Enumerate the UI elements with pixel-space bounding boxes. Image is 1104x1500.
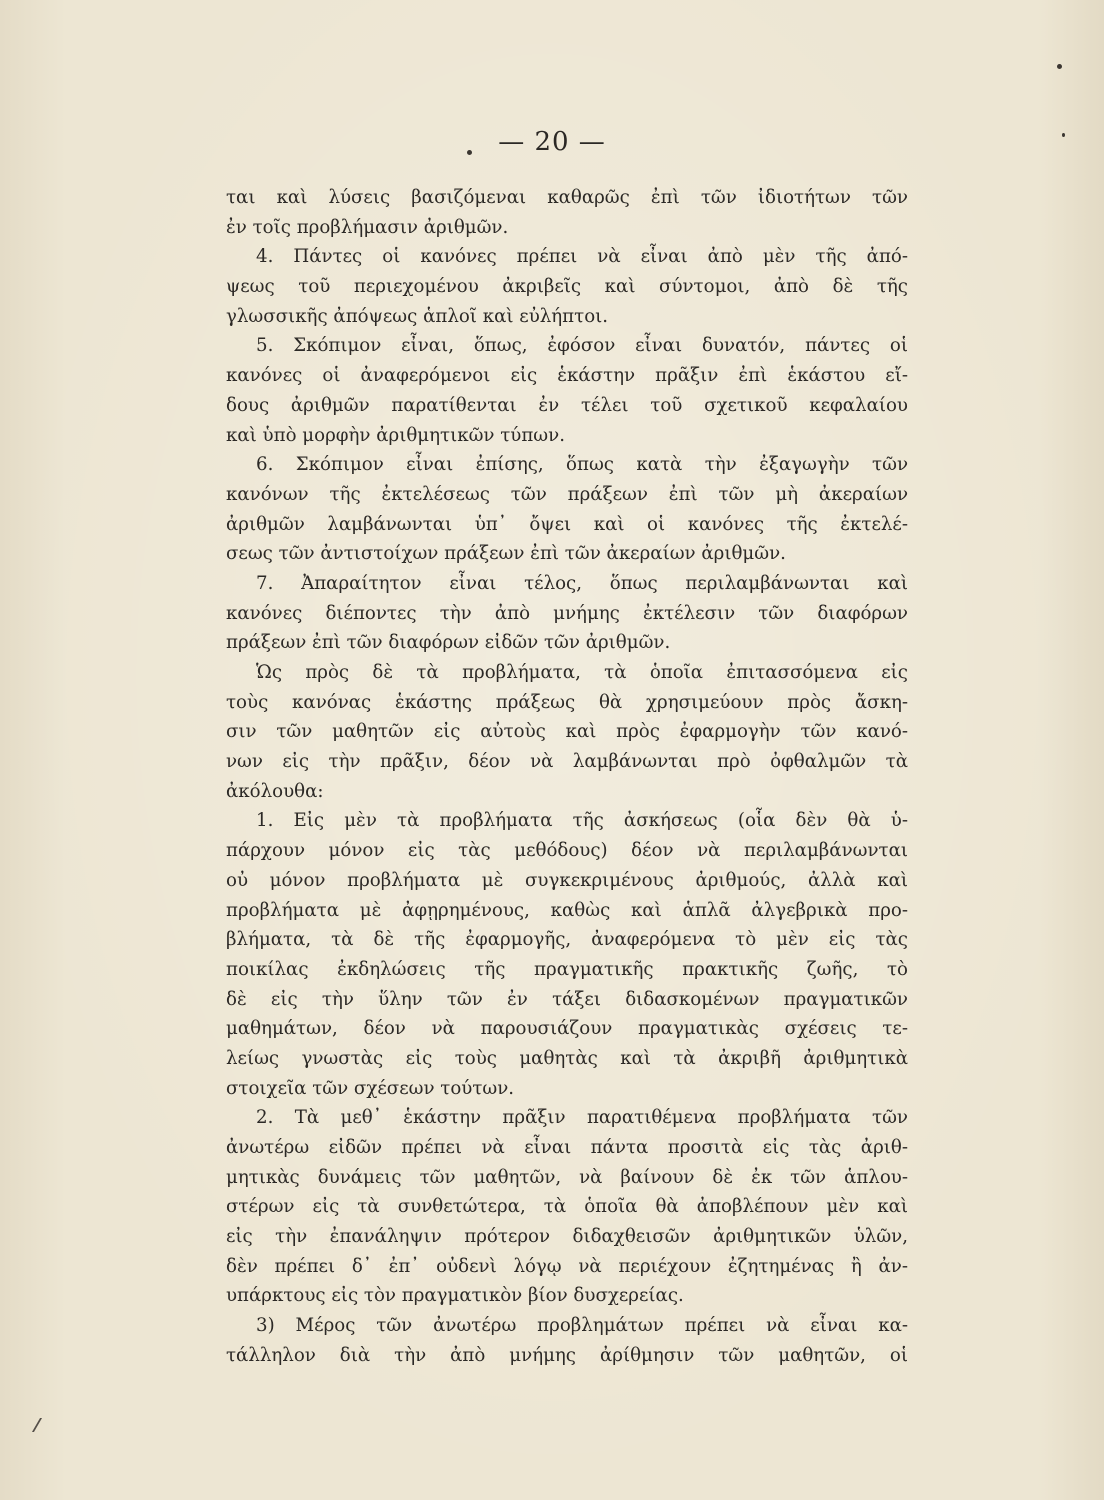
text-line: καὶ ὑπὸ μορφὴν ἀριθμητικῶν τύπων. (226, 424, 565, 446)
text-line: κανόνες οἱ ἀναφερόμενοι εἰς ἑκάστην πρᾶξιν ἐπὶ ἑκάστου εἴ- (226, 365, 908, 387)
text-line: πάρχουν μόνον εἰς τὰς μεθόδους) δέον νὰ περιλαμβάνωνται (226, 840, 908, 862)
text-line: λείως γνωστὰς εἰς τοὺς μαθητὰς καὶ τὰ ἀκριβῆ ἀριθμητικὰ (226, 1047, 908, 1069)
text-line: δὲν πρέπει δ᾽ ἐπ᾽ οὐδενὶ λόγῳ νὰ περιέχουν ἐζητημένας ἢ ἀν- (226, 1255, 908, 1277)
paragraph-item-6 (226, 450, 908, 569)
paragraph-problems-2 (226, 1103, 908, 1311)
text-line: μητικὰς δυνάμεις τῶν μαθητῶν, νὰ βαίνουν δὲ ἐκ τῶν ἁπλου- (226, 1166, 908, 1188)
text-line: ἀκόλουθα: (226, 780, 324, 802)
text-line: 4. Πάντες οἱ κανόνες πρέπει νὰ εἶναι ἀπὸ μὲν τῆς ἀπό- (256, 246, 908, 268)
text-line: κανόνων τῆς ἐκτελέσεως τῶν πράξεων ἐπὶ τῶν μὴ ἀκεραίων (226, 483, 908, 505)
text-line: βλήματα, τὰ δὲ τῆς ἐφαρμογῆς, ἀναφερόμενα τὸ μὲν εἰς τὰς (226, 929, 908, 951)
ink-speck (1057, 64, 1062, 69)
text-line: 5. Σκόπιμον εἶναι, ὅπως, ἐφόσον εἶναι δυνατόν, πάντες οἱ (256, 335, 908, 357)
text-line: ἀριθμῶν λαμβάνωνται ὑπ᾽ ὄψει καὶ οἱ κανόνες τῆς ἐκτελέ- (226, 513, 908, 535)
ink-mark (32, 1418, 52, 1432)
text-line: ἀνωτέρω εἰδῶν πρέπει νὰ εἶναι πάντα προσιτὰ εἰς τὰς ἀριθ- (226, 1137, 908, 1158)
text-line: υπάρκτους εἰς τὸν πραγματικὸν βίον δυσχερείας. (226, 1285, 684, 1307)
text-line: τοὺς κανόνας ἑκάστης πράξεως θὰ χρησιμεύουν πρὸς ἄσκη- (226, 691, 908, 713)
text-line: γλωσσικῆς ἀπόψεως ἁπλοῖ καὶ εὐλήπτοι. (226, 305, 609, 327)
text-line: 7. Ἀπαραίτητον εἶναι τέλος, ὅπως περιλαμβάνωνται καὶ (256, 572, 908, 594)
page-number: — 20 — (498, 127, 606, 157)
paragraph-problems-intro (226, 658, 908, 806)
text-line: στοιχεῖα τῶν σχέσεων τούτων. (226, 1077, 515, 1099)
text-line: δους ἀριθμῶν παρατίθενται ἐν τέλει τοῦ σχετικοῦ κεφαλαίου (226, 394, 908, 416)
text-line: οὐ μόνον προβλήματα μὲ συγκεκριμένους ἀριθμούς, ἀλλὰ καὶ (226, 869, 908, 891)
text-line: νων εἰς τὴν πρᾶξιν, δέον νὰ λαμβάνωνται πρὸ ὀφθαλμῶν τὰ (226, 751, 908, 773)
text-line: κανόνες διέποντες τὴν ἀπὸ μνήμης ἐκτέλεσιν τῶν διαφόρων (226, 602, 908, 624)
text-line: στέρων εἰς τὰ συνθετώτερα, τὰ ὁποῖα θὰ ἀποβλέπουν μὲν καὶ (226, 1196, 908, 1218)
text-line: 6. Σκόπιμον εἶναι ἐπίσης, ὅπως κατὰ τὴν ἐξαγωγὴν τῶν (256, 454, 908, 476)
text-line: εἰς τὴν ἐπανάληψιν πρότερον διδαχθεισῶν ἀριθμητικῶν ὑλῶν, (226, 1226, 908, 1248)
text-line: σεως τῶν ἀντιστοίχων πράξεων ἐπὶ τῶν ἀκεραίων ἀριθμῶν. (226, 543, 786, 565)
paragraph-item-7 (226, 569, 908, 658)
text-line: ποικίλας ἐκδηλώσεις τῆς πραγματικῆς πρακτικῆς ζωῆς, τὸ (226, 958, 908, 980)
text-line: τάλληλον διὰ τὴν ἀπὸ μνήμης ἀρίθμησιν τῶν μαθητῶν, οἱ (226, 1344, 908, 1366)
text-line: μαθημάτων, δέον νὰ παρουσιάζουν πραγματικὰς σχέσεις τε- (226, 1018, 908, 1040)
text-line: προβλήματα μὲ ἀφῃρημένους, καθὼς καὶ ἁπλᾶ ἀλγεβρικὰ προ- (226, 899, 908, 921)
paragraph-item-5 (226, 331, 908, 450)
text-line: 1. Εἰς μὲν τὰ προβλήματα τῆς ἀσκήσεως (οἷα δὲν θὰ ὑ- (256, 810, 908, 832)
paragraph-problems-1 (226, 806, 908, 1103)
ink-speck (1062, 133, 1065, 137)
text-line: ἐν τοῖς προβλήμασιν ἀριθμῶν. (226, 216, 509, 238)
text-line: ψεως τοῦ περιεχομένου ἀκριβεῖς καὶ σύντομοι, ἀπὸ δὲ τῆς (226, 276, 908, 298)
body-text (226, 183, 908, 1371)
ink-speck (467, 150, 472, 155)
text-line: πράξεων ἐπὶ τῶν διαφόρων εἰδῶν τῶν ἀριθμῶν. (226, 632, 671, 654)
paragraph-continuation (226, 183, 908, 242)
text-line: 2. Τὰ μεθ᾽ ἑκάστην πρᾶξιν παρατιθέμενα προβλήματα τῶν (256, 1107, 908, 1129)
text-line: σιν τῶν μαθητῶν εἰς αὐτοὺς καὶ πρὸς ἐφαρμογὴν τῶν κανό- (226, 721, 908, 743)
text-line: 3) Μέρος τῶν ἀνωτέρω προβλημάτων πρέπει νὰ εἶναι κα- (256, 1315, 908, 1337)
text-line: δὲ εἰς τὴν ὕλην τῶν ἐν τάξει διδασκομένων πραγματικῶν (226, 988, 908, 1010)
text-line: ται καὶ λύσεις βασιζόμεναι καθαρῶς ἐπὶ τῶν ἰδιοτήτων τῶν (226, 187, 908, 208)
paragraph-problems-3 (226, 1311, 908, 1370)
text-line: Ὡς πρὸς δὲ τὰ προβλήματα, τὰ ὁποῖα ἐπιτασσόμενα εἰς (256, 662, 908, 683)
paragraph-item-4 (226, 242, 908, 331)
